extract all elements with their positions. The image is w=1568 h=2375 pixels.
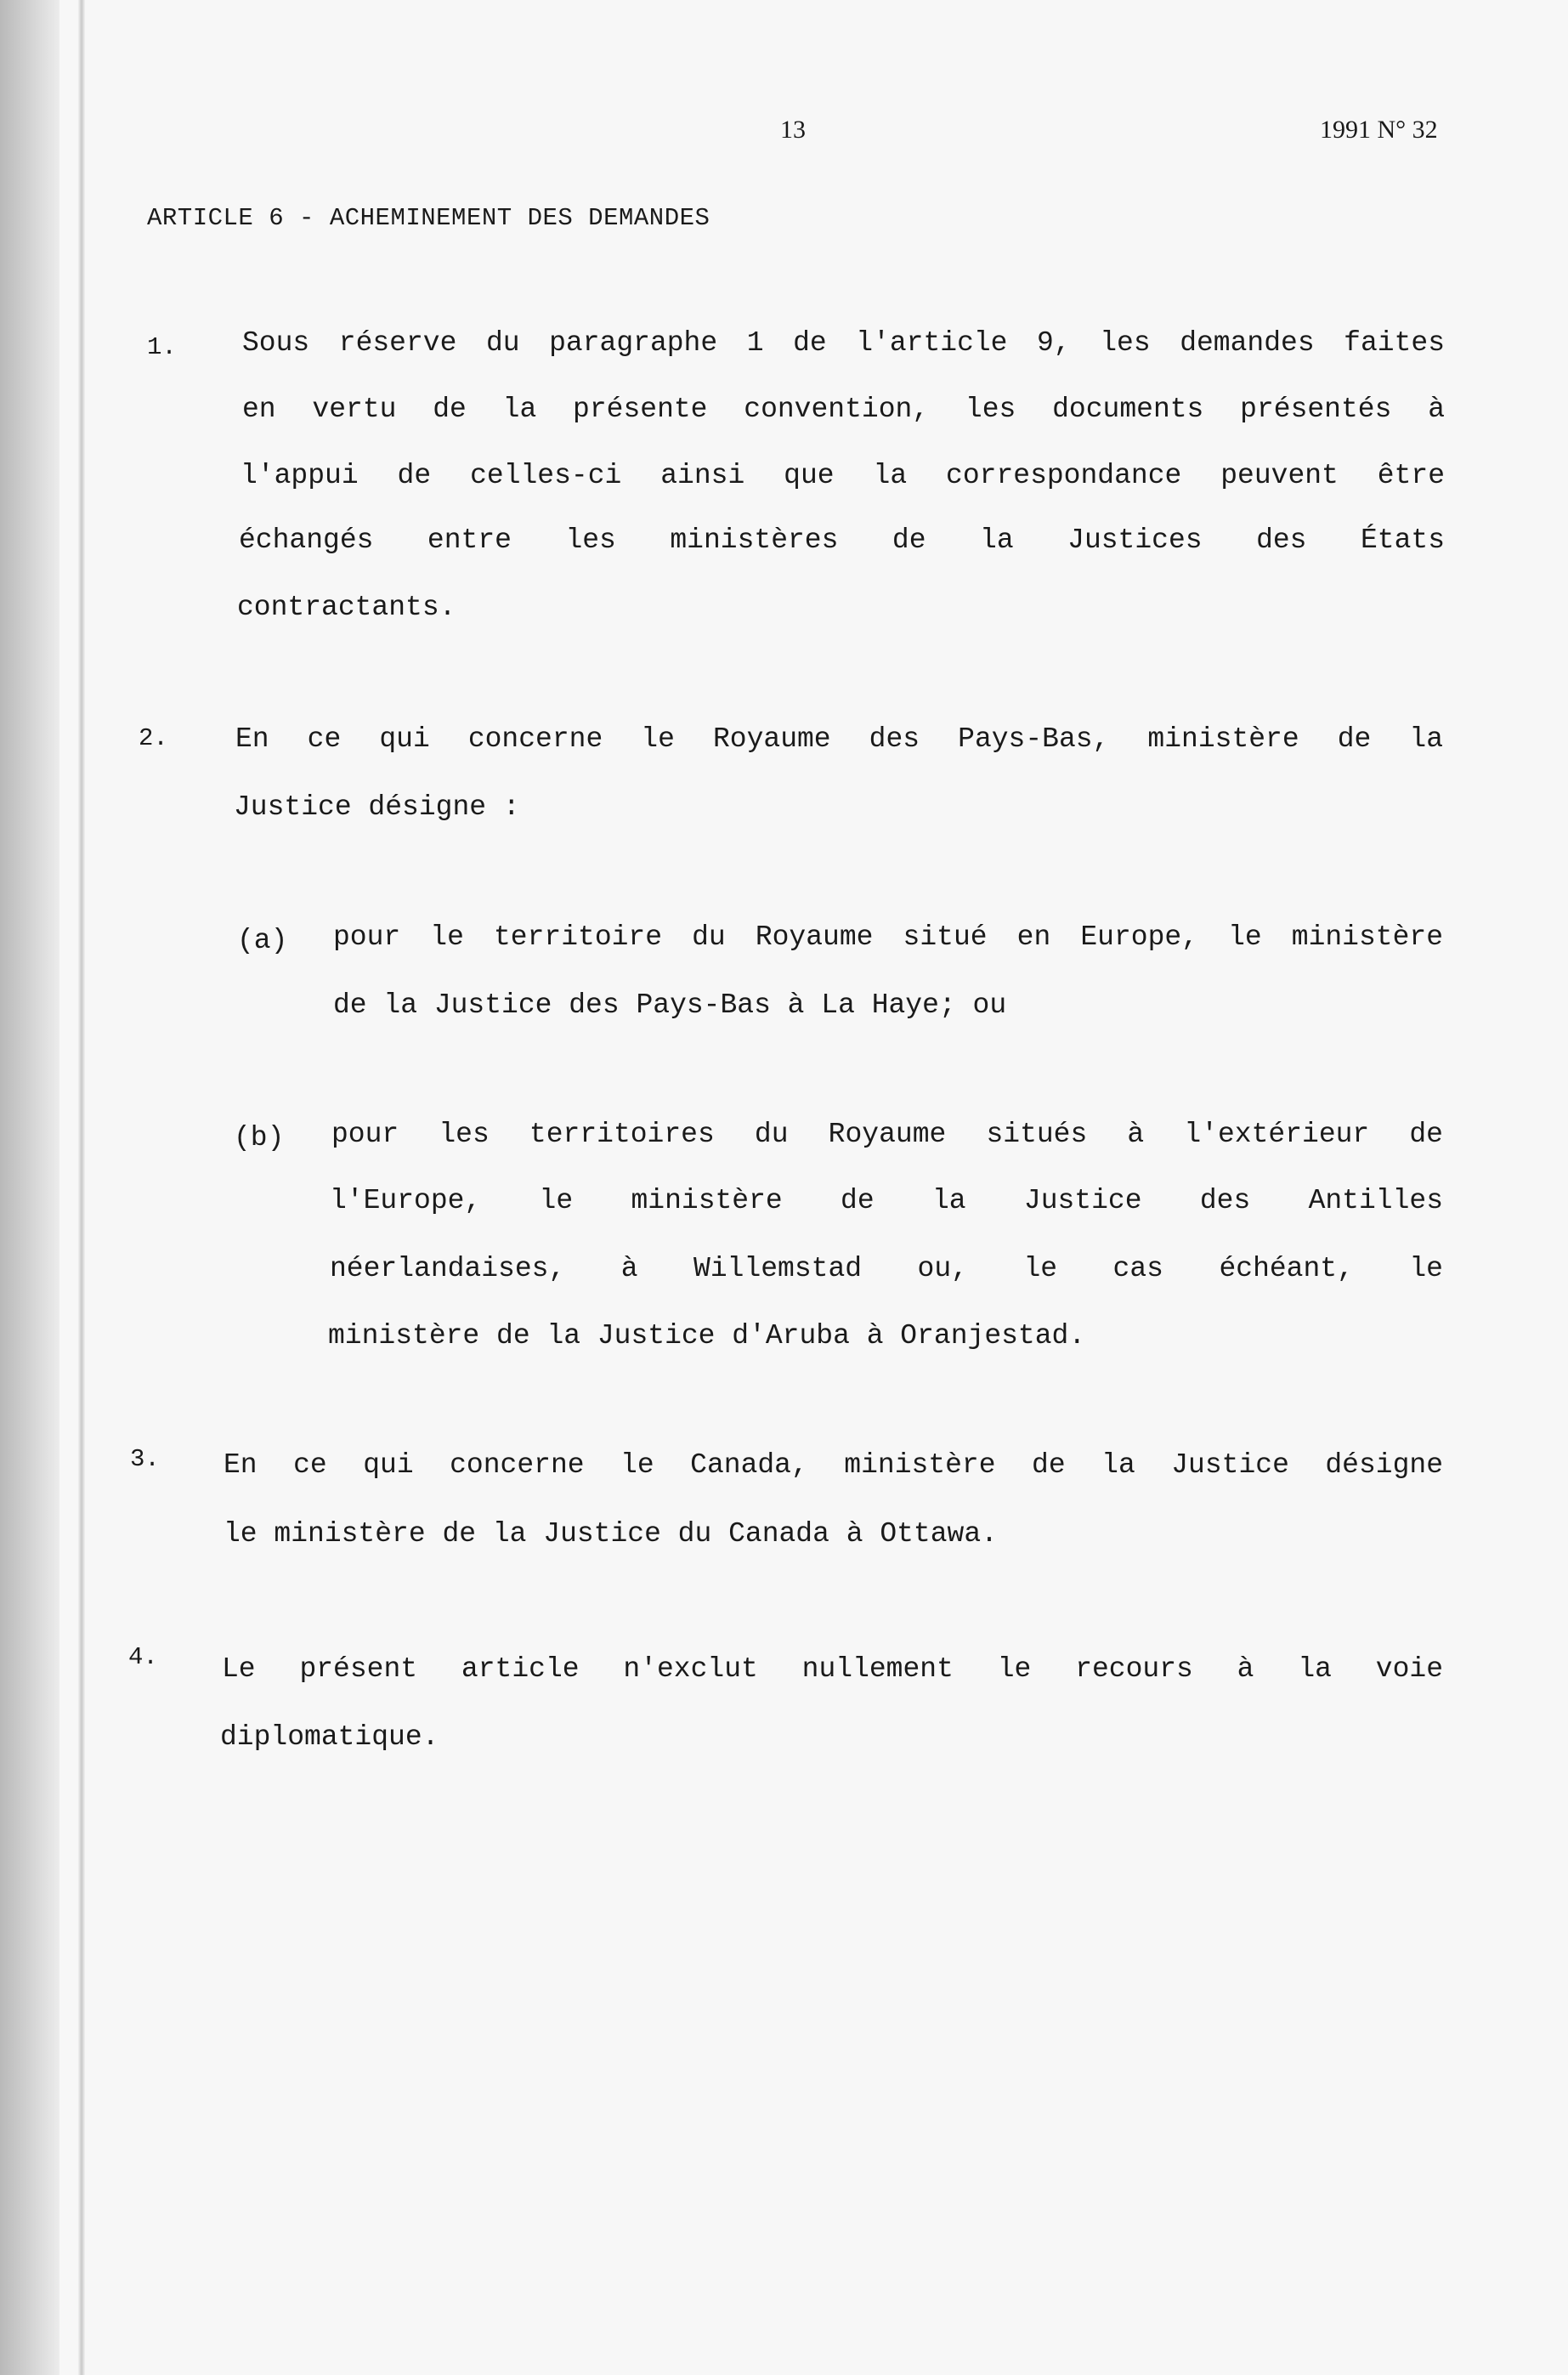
paragraph-line: En ce qui concerne le Royaume des Pays-Bas, ministère de la [235, 723, 1443, 755]
paragraph-line: pour les territoires du Royaume situés à l'extérieur de [331, 1119, 1443, 1150]
item-number: 1. [147, 333, 177, 361]
binding-shadow [0, 0, 59, 2375]
paragraph-line: pour le territoire du Royaume situé en Europe, le ministère [333, 921, 1443, 953]
subitem-label: (b) [234, 1122, 285, 1153]
page-fold [78, 0, 85, 2375]
paragraph-line: Justice désigne : [234, 791, 520, 823]
subitem-label: (a) [237, 925, 288, 956]
paragraph-line: échangés entre les ministères de la Justices des États [239, 524, 1445, 556]
item-number: 2. [139, 724, 168, 752]
paragraph-line: le ministère de la Justice du Canada à Ottawa. [224, 1518, 998, 1550]
item-number: 4. [128, 1643, 158, 1671]
paragraph-line: néerlandaises, à Willemstad ou, le cas échéant, le [330, 1253, 1443, 1284]
paragraph-line: de la Justice des Pays-Bas à La Haye; ou [333, 989, 1007, 1021]
paragraph-line: en vertu de la présente convention, les documents présentés à [242, 394, 1445, 425]
paragraph-line: contractants. [237, 592, 456, 623]
paragraph-line: ministère de la Justice d'Aruba à Oranjestad. [328, 1320, 1086, 1352]
item-number: 3. [130, 1445, 160, 1473]
paragraph-line: Le présent article n'exclut nullement le recours à la voie [222, 1653, 1443, 1685]
paragraph-line: En ce qui concerne le Canada, ministère de la Justice désigne [224, 1449, 1443, 1481]
article-heading: ARTICLE 6 - ACHEMINEMENT DES DEMANDES [147, 204, 710, 232]
paragraph-line: Sous réserve du paragraphe 1 de l'article 9, les demandes faites [242, 327, 1445, 359]
document-reference: 1991 N° 32 [1320, 116, 1438, 144]
page-number: 13 [780, 116, 806, 144]
paragraph-line: l'appui de celles-ci ainsi que la correspondance peuvent être [241, 460, 1445, 491]
paragraph-line: diplomatique. [220, 1721, 439, 1753]
paragraph-line: l'Europe, le ministère de la Justice des Antilles [330, 1185, 1443, 1216]
